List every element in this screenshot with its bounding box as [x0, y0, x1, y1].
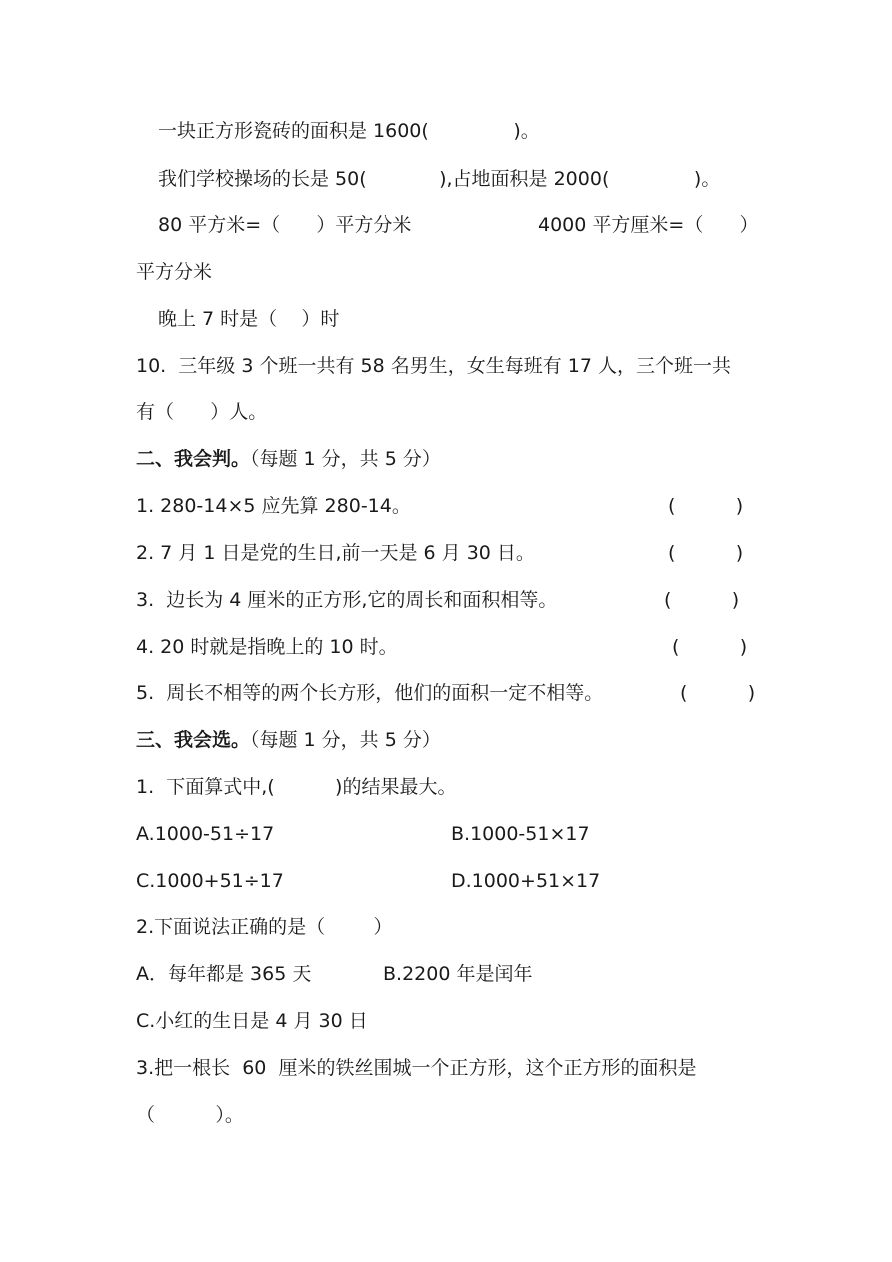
fill-item-10-question: 10. 三年级 3 个班一共有 58 名男生，女生每班有 17 人，三个班一共 [136, 355, 731, 377]
judge-item-2: 2. 7 月 1 日是党的生日,前一天是 6 月 30 日。 [136, 542, 535, 564]
choice-3-answer: （ ）。 [136, 1104, 244, 1126]
choice-2-option-b: B.2200 年是闰年 [383, 963, 533, 985]
choice-2-option-a: A．每年都是 365 天 [136, 963, 312, 985]
section-2-note: （每题 1 分，共 5 分） [250, 448, 441, 470]
choice-question-1: 1. 下面算式中,( )的结果最大。 [136, 776, 457, 798]
fill-item-playground: 我们学校操场的长是 50( ),占地面积是 2000( )。 [158, 168, 721, 190]
judge-answer-1: ( ) [668, 495, 744, 517]
fill-item-sqm-conversion: 80 平方米=（ ）平方分米 [158, 214, 412, 236]
section-3-note: （每题 1 分，共 5 分） [250, 729, 441, 751]
judge-item-3: 3. 边长为 4 厘米的正方形,它的周长和面积相等。 [136, 589, 558, 611]
fill-item-tile-area: 一块正方形瓷砖的面积是 1600( )。 [158, 120, 540, 142]
section-2-heading [136, 445, 441, 473]
section-2-title: 二、我会判。 [136, 448, 251, 470]
choice-1-option-a: A.1000-51÷17 [136, 823, 275, 845]
judge-answer-3: ( ) [664, 589, 740, 611]
choice-question-2: 2.下面说法正确的是（ ） [136, 916, 393, 938]
choice-1-option-b: B.1000-51×17 [451, 823, 590, 845]
fill-item-time: 晚上 7 时是（ ）时 [158, 308, 340, 330]
judge-answer-2: ( ) [668, 542, 744, 564]
judge-answer-5: ( ) [680, 682, 756, 704]
fill-item-sqcm-conversion: 4000 平方厘米=（ ） [538, 214, 759, 236]
judge-item-4: 4. 20 时就是指晚上的 10 时。 [136, 636, 398, 658]
choice-2-option-c: C.小红的生日是 4 月 30 日 [136, 1010, 368, 1032]
section-3-title: 三、我会选。 [136, 729, 251, 751]
fill-item-10-answer: 有（ ）人。 [136, 401, 268, 423]
section-3-heading [136, 726, 441, 754]
fill-item-sqcm-unit: 平方分米 [136, 261, 213, 283]
judge-item-1: 1. 280-14×5 应先算 280-14。 [136, 495, 411, 517]
choice-1-option-c: C.1000+51÷17 [136, 870, 284, 892]
choice-1-option-d: D.1000+51×17 [451, 870, 601, 892]
choice-question-3: 3.把一根长 60 厘米的铁丝围城一个正方形，这个正方形的面积是 [136, 1057, 697, 1079]
judge-answer-4: ( ) [672, 636, 748, 658]
judge-item-5: 5. 周长不相等的两个长方形，他们的面积一定不相等。 [136, 682, 604, 704]
